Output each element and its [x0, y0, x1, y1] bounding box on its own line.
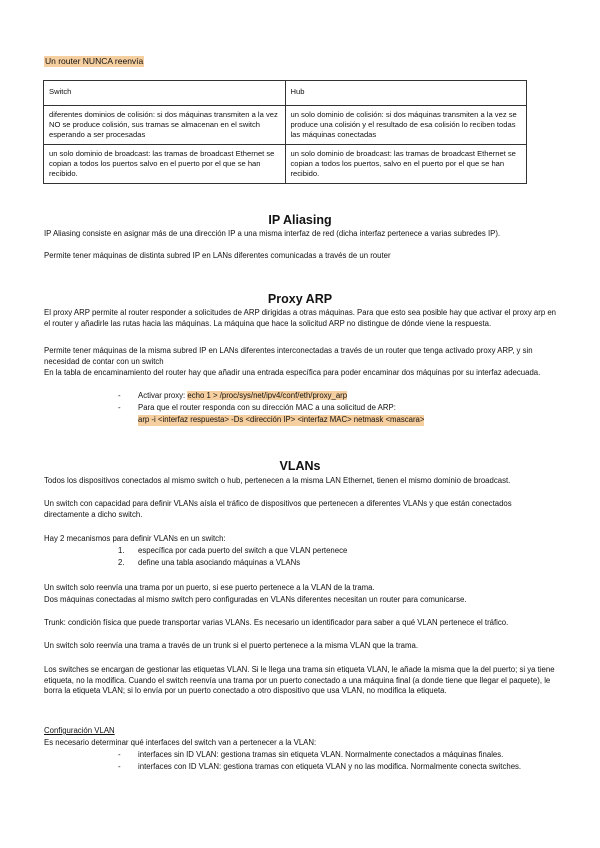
switch-hub-table [43, 80, 527, 184]
vlans-paragraph-7: Un switch solo reenvía una trama a través de un trunk si el puerto pertenece a la misma VLAN que la trama. [44, 641, 419, 650]
bullet-dash: - [118, 762, 121, 771]
vlans-paragraph-6: Trunk: condición física que puede transportar varias VLANs. Es necesario un identificador para saber a qué VLAN pertenece el tráfico. [44, 618, 509, 627]
ip-aliasing-heading: IP Aliasing [268, 213, 332, 227]
router-note: Un router NUNCA reenvía [45, 56, 144, 66]
ip-aliasing-paragraph-1: IP Aliasing consiste en asignar más de una dirección IP a una misma interfaz de red (dicha interfaz pertenece a varias subredes IP). [44, 229, 501, 238]
table-cell: diferentes dominios de colisión: si dos máquinas transmiten a la vez NO se produce colisión, sus tramas se almacenan en el switch esperando a ser procesadas [44, 106, 286, 145]
bullet-label: Activar proxy: [138, 391, 188, 400]
config-vlan-subheading: Configuración VLAN [44, 726, 115, 735]
vlans-paragraph-4: Un switch solo reenvía una trama por un puerto, si ese puerto pertenece a la VLAN de la trama. [44, 583, 375, 592]
proxy-arp-command-1: echo 1 > /proc/sys/net/ipv4/conf/eth/proxy_arp [187, 391, 348, 400]
vlans-paragraph-8: Los switches se encargan de gestionar las etiquetas VLAN. Si le llega una trama sin etiqueta VLAN, le añade la misma que la del puerto; si ya tiene etiqueta, no la modifica. Cuando el switch reenvía una trama por un puerto conectado a una máquina final (a donde tiene que llegar el paquete), le borra la etiqueta VLAN; si lo envía por un puerto conectado a otro dispositivo que usa VLAN, no modifica la etiqueta. [44, 665, 555, 696]
bullet-dash: - [118, 403, 121, 412]
config-bullet-1: interfaces sin ID VLAN: gestiona tramas sin etiqueta VLAN. Normalmente conectados a máquinas finales. [138, 750, 504, 759]
proxy-arp-bullet-1 [138, 391, 347, 402]
table-row [44, 145, 527, 184]
vlans-paragraph-9: Es necesario determinar qué interfaces del switch van a pertenecer a la VLAN: [44, 738, 317, 747]
table-cell: un solo dominio de broadcast: las tramas de broadcast Ethernet se copian a todos los puertos salvo en el puerto por el que se han recibido. [44, 145, 286, 184]
table-row [44, 106, 527, 145]
vlans-paragraph-2: Un switch con capacidad para definir VLANs aísla el tráfico de dispositivos que pertenecen a diferentes VLANs y que están conectados directamente a dicho switch. [44, 499, 512, 519]
table-cell: un solo dominio de colisión: si dos máquinas transmiten a la vez se produce una colisión y el resultado de esa colisión lo reciben todas las máquinas conectadas [285, 106, 527, 145]
proxy-arp-paragraph-1: El proxy ARP permite al router responder a solicitudes de ARP dirigidas a otras máquinas. Para que esto sea posible hay que activar el proxy arp en el router y añadirle las rutas hacia las máquinas. La máquina que hace la solicitud ARP no distingue de dónde viene la respuesta. [44, 308, 556, 328]
bullet-dash: - [118, 750, 121, 759]
proxy-arp-paragraph-2: Permite tener máquinas de la misma subred IP en LANs diferentes interconectadas a través de un router que tenga activado proxy ARP, y sin necesidad de contar con un switch [44, 346, 533, 366]
table-header-hub: Hub [285, 81, 527, 106]
vlan-mechanism-2: define una tabla asociando máquinas a VLANs [138, 558, 301, 567]
proxy-arp-heading: Proxy ARP [267, 292, 333, 306]
table-header-switch: Switch [44, 81, 286, 106]
proxy-arp-bullet-2: Para que el router responda con su dirección MAC a una solicitud de ARP: [138, 403, 396, 412]
vlans-paragraph-5: Dos máquinas conectadas al mismo switch pero configuradas en VLANs diferentes necesitan un router para comunicarse. [44, 595, 467, 604]
table-cell: un solo dominio de broadcast: las tramas de broadcast Ethernet se copian a todos los puertos, salvo en el puerto por el que se han recibido. [285, 145, 527, 184]
list-number-1: 1. [118, 546, 125, 555]
ip-aliasing-paragraph-2: Permite tener máquinas de distinta subred IP en LANs diferentes comunicadas a través de un router [44, 251, 391, 260]
proxy-arp-command-2: arp -i <interfaz respuesta> -Ds <dirección IP> <interfaz MAC> netmask <mascara> [138, 415, 425, 424]
vlans-paragraph-3: Hay 2 mecanismos para definir VLANs en un switch: [44, 534, 226, 543]
table-header-row [44, 81, 527, 106]
proxy-arp-paragraph-3: En la tabla de encaminamiento del router hay que añadir una entrada específica para poder encaminar dos máquinas por su interfaz adecuada. [44, 368, 541, 377]
vlan-mechanism-1: específica por cada puerto del switch a que VLAN pertenece [138, 546, 348, 555]
list-number-2: 2. [118, 558, 125, 567]
config-bullet-2: interfaces con ID VLAN: gestiona tramas con etiqueta VLAN y no las modifica. Normalmente conecta switches. [138, 762, 522, 771]
bullet-dash: - [118, 391, 121, 400]
vlans-heading: VLANs [279, 459, 321, 473]
vlans-paragraph-1: Todos los dispositivos conectados al mismo switch o hub, pertenecen a la misma LAN Ethernet, tienen el mismo dominio de broadcast. [44, 476, 511, 485]
